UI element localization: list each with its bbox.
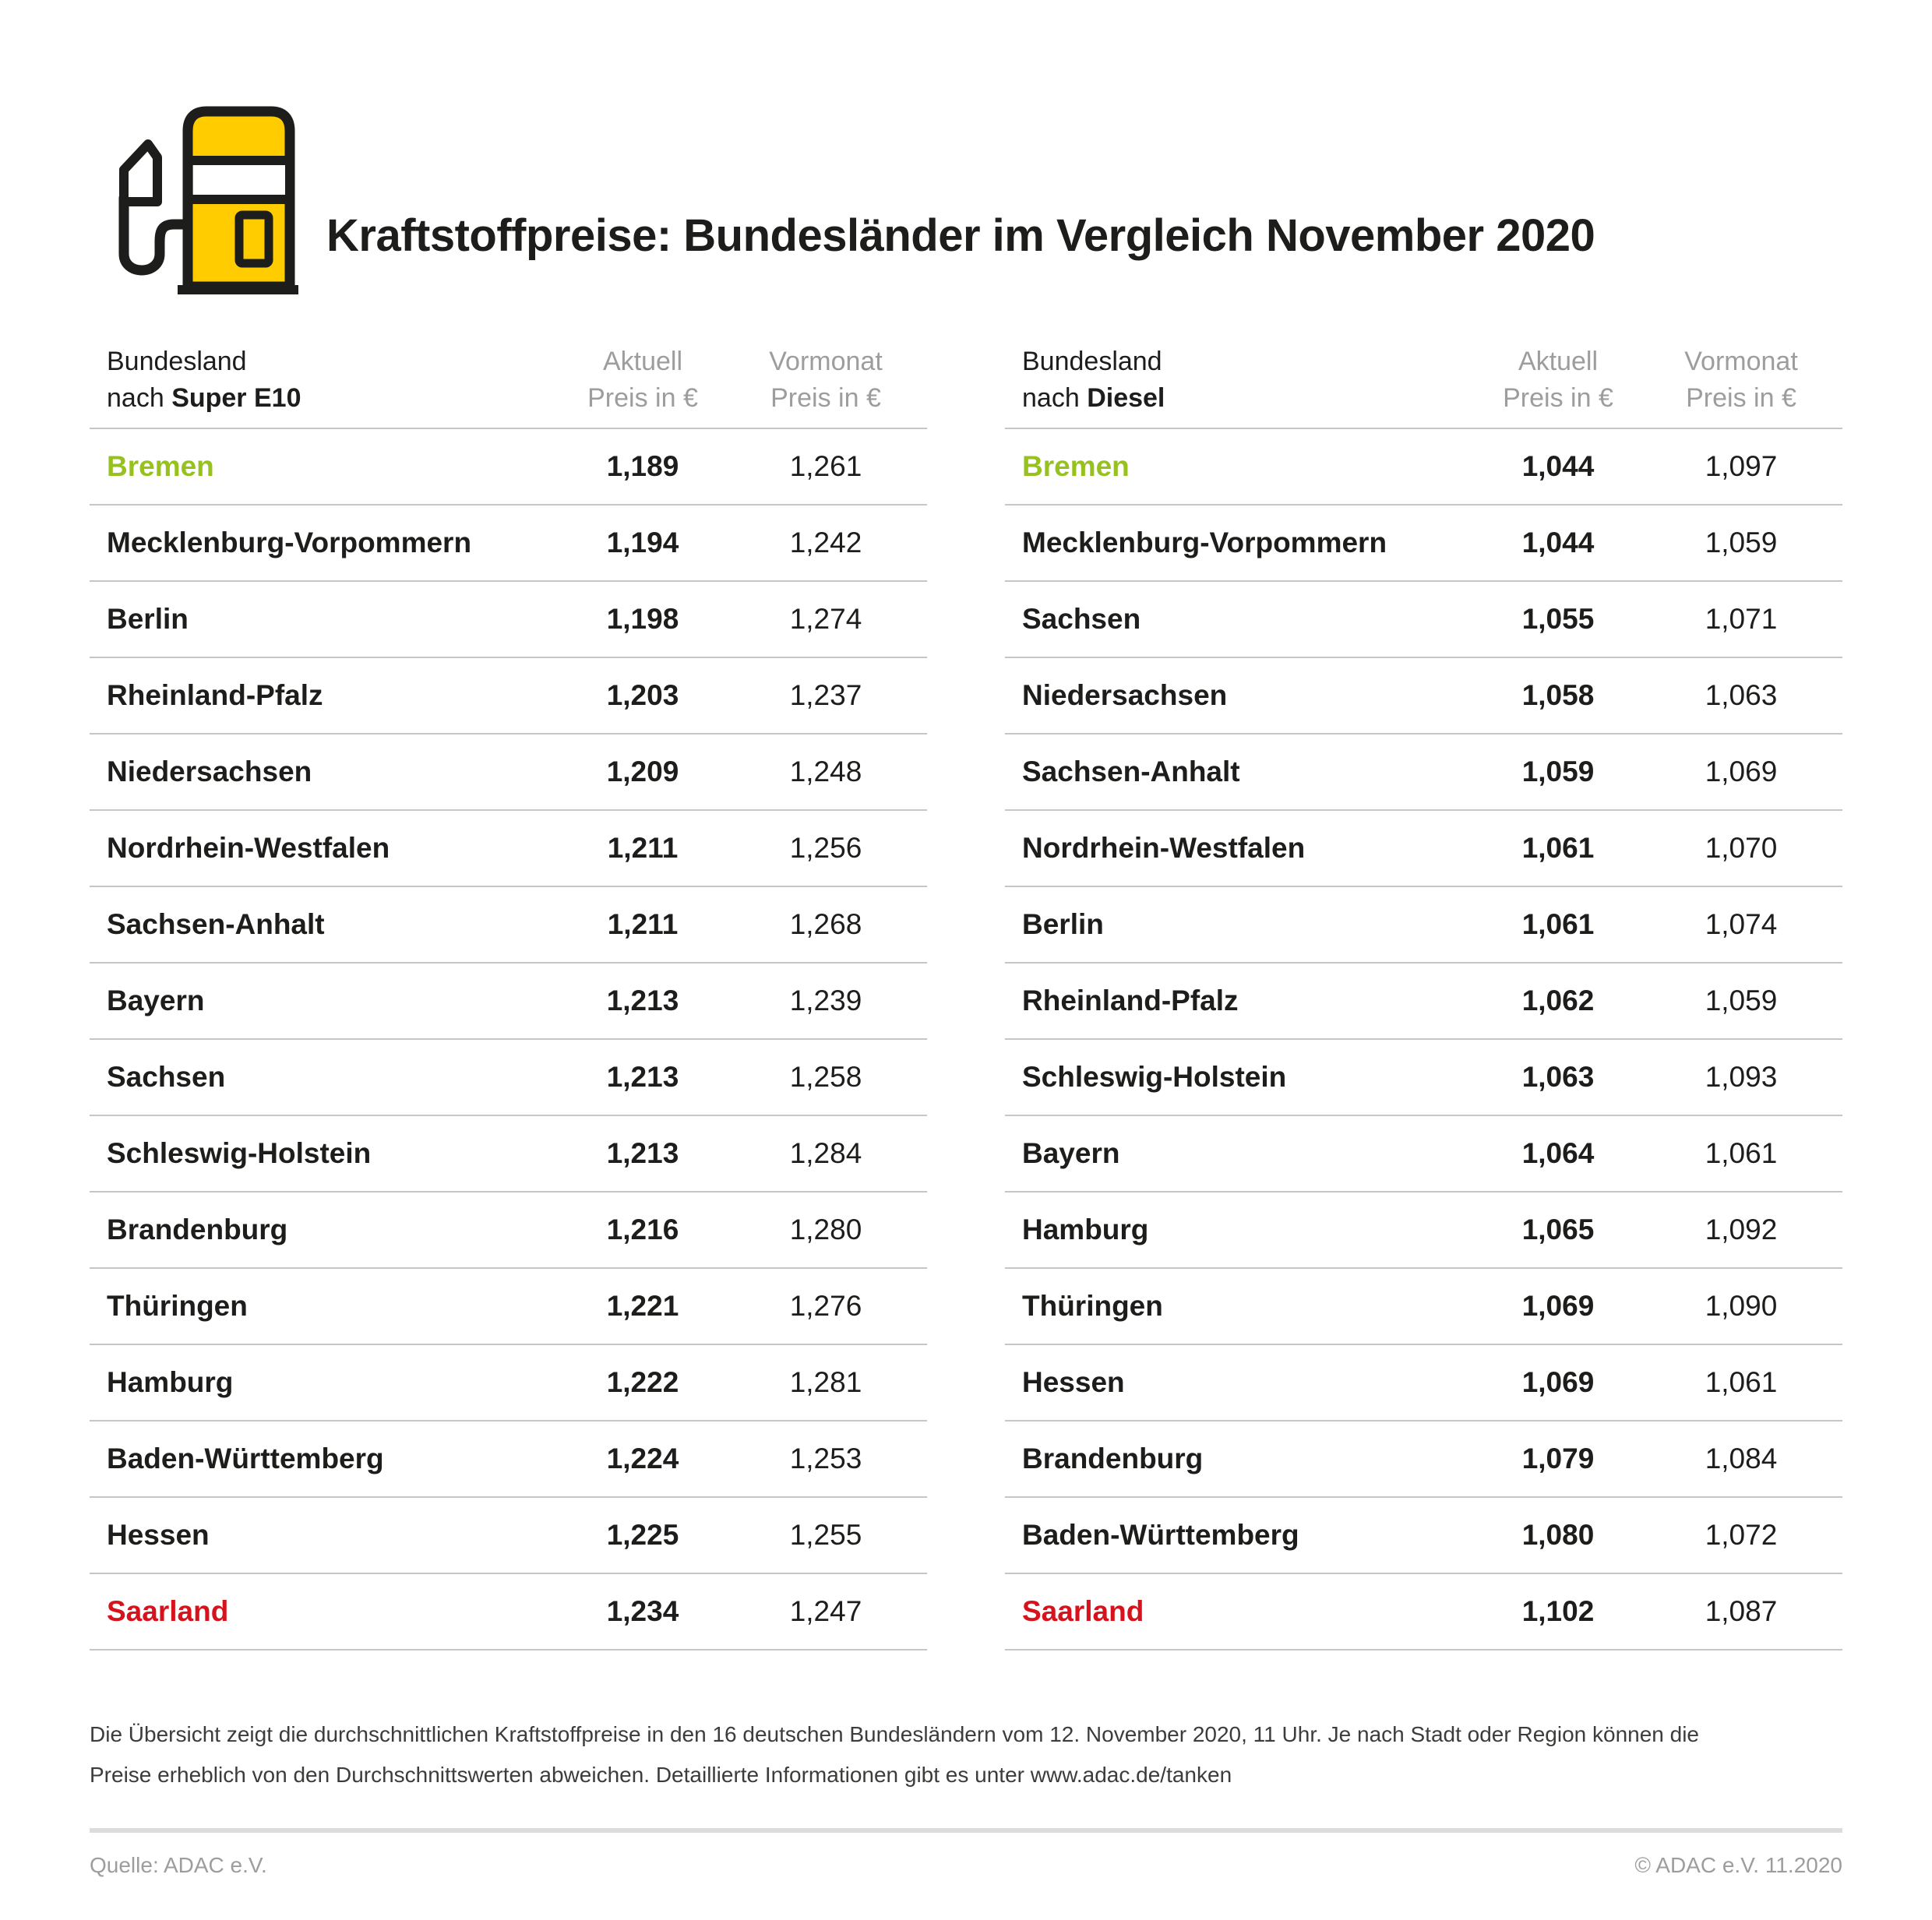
current-price: 1,059 [1521,756,1595,787]
state-name: Brandenburg [1022,1443,1204,1474]
table-row [90,1496,927,1573]
current-price: 1,102 [1521,1595,1595,1627]
header-line1: Bundesland [1022,347,1162,376]
current-price: 1,044 [1521,450,1595,482]
table-row [90,504,927,580]
state-name: Schleswig-Holstein [107,1137,372,1169]
previous-month-price: 1,069 [1705,756,1778,787]
column-header-bundesland [90,343,561,417]
table-row [90,580,927,657]
current-price: 1,058 [1521,679,1595,711]
fuel-table-super-e10 [90,343,927,1650]
state-name: Baden-Württemberg [1022,1519,1299,1551]
previous-month-price: 1,258 [789,1061,862,1093]
table-rows [90,428,927,1650]
table-row [90,1344,927,1420]
previous-month-price: 1,090 [1705,1290,1778,1322]
state-name: Mecklenburg-Vorpommern [107,527,472,558]
previous-month-price: 1,255 [789,1519,862,1551]
footnote-line2: Preise erheblich von den Durchschnittswerten abweichen. Detaillierte Informationen gibt es unter www.adac.de/tanken [90,1763,1232,1787]
table-row [1005,962,1842,1038]
copyright-label: © ADAC e.V. 11.2020 [1634,1853,1842,1877]
fuel-name: Super E10 [171,383,301,413]
table-row [90,1573,927,1649]
table-row [90,1115,927,1191]
current-price: 1,061 [1521,832,1595,864]
table-row [1005,1191,1842,1267]
table-row [1005,504,1842,580]
state-name: Hamburg [1022,1214,1149,1245]
table-row [1005,657,1842,733]
previous-month-price: 1,281 [789,1366,862,1398]
state-name: Rheinland-Pfalz [1022,985,1239,1016]
state-name: Niedersachsen [1022,679,1228,711]
previous-month-price: 1,061 [1705,1137,1778,1169]
previous-month-price: 1,063 [1705,679,1778,711]
table-row [90,962,927,1038]
previous-month-price: 1,092 [1705,1214,1778,1245]
masthead [113,0,1842,298]
previous-month-price: 1,087 [1705,1595,1778,1627]
current-price: 1,203 [606,679,679,711]
state-name: Rheinland-Pfalz [107,679,323,711]
current-price: 1,044 [1521,527,1595,558]
table-row [90,733,927,809]
current-price: 1,063 [1521,1061,1595,1093]
state-name: Hessen [1022,1366,1125,1398]
current-price: 1,213 [606,985,679,1016]
previous-month-price: 1,274 [789,603,862,635]
table-header [90,343,927,428]
column-header-bundesland [1005,343,1476,417]
table-row [1005,1038,1842,1115]
previous-month-price: 1,059 [1705,527,1778,558]
current-price: 1,225 [606,1519,679,1551]
state-name: Hamburg [107,1366,234,1398]
table-row [1005,1267,1842,1344]
current-price: 1,064 [1521,1137,1595,1169]
previous-month-price: 1,239 [789,985,862,1016]
table-row [90,657,927,733]
footer [90,1853,1842,1878]
current-price: 1,189 [606,450,679,482]
previous-month-price: 1,248 [789,756,862,787]
current-price: 1,234 [606,1595,679,1627]
table-row [1005,809,1842,886]
current-price: 1,222 [606,1366,679,1398]
column-header-aktuell: Aktuell Preis in € [1503,347,1613,413]
state-name: Bayern [1022,1137,1120,1169]
previous-month-price: 1,247 [789,1595,862,1627]
table-rows [1005,428,1842,1650]
table-row [1005,1344,1842,1420]
state-name: Sachsen [1022,603,1141,635]
state-name: Saarland [1022,1595,1144,1627]
state-name: Saarland [107,1595,229,1627]
current-price: 1,213 [606,1061,679,1093]
previous-month-price: 1,084 [1705,1443,1778,1474]
state-name: Mecklenburg-Vorpommern [1022,527,1387,558]
previous-month-price: 1,059 [1705,985,1778,1016]
current-price: 1,198 [606,603,679,635]
current-price: 1,224 [606,1443,679,1474]
header-line1: Bundesland [107,347,247,376]
table-row [1005,1496,1842,1573]
previous-month-price: 1,268 [789,908,862,940]
state-name: Bayern [107,985,205,1016]
table-row [90,1038,927,1115]
state-name: Baden-Württemberg [107,1443,384,1474]
current-price: 1,062 [1521,985,1595,1016]
current-price: 1,080 [1521,1519,1595,1551]
state-name: Bremen [107,450,214,482]
previous-month-price: 1,253 [789,1443,862,1474]
current-price: 1,069 [1521,1290,1595,1322]
table-row [90,886,927,962]
table-row [1005,1115,1842,1191]
state-name: Sachsen [107,1061,226,1093]
state-name: Brandenburg [107,1214,288,1245]
previous-month-price: 1,261 [789,450,862,482]
current-price: 1,079 [1521,1443,1595,1474]
footnote-line1: Die Übersicht zeigt die durchschnittlichen Kraftstoffpreise in den 16 deutschen Bundesländern vom 12. November 2020, 11 Uhr. Je nach Stadt oder Region können die [90,1722,1699,1746]
header-prefix: nach [1022,383,1088,413]
previous-month-price: 1,093 [1705,1061,1778,1093]
state-name: Hessen [107,1519,210,1551]
state-name: Nordrhein-Westfalen [107,832,390,864]
table-row [1005,886,1842,962]
table-row [90,1420,927,1496]
current-price: 1,211 [607,908,679,940]
current-price: 1,211 [607,832,679,864]
state-name: Schleswig-Holstein [1022,1061,1287,1093]
page-title: Kraftstoffpreise: Bundesländer im Vergleich November 2020 [326,210,1595,262]
previous-month-price: 1,280 [789,1214,862,1245]
state-name: Berlin [107,603,189,635]
current-price: 1,065 [1521,1214,1595,1245]
table-row [1005,428,1842,504]
state-name: Thüringen [107,1290,248,1322]
table-row [1005,1420,1842,1496]
state-name: Bremen [1022,450,1130,482]
previous-month-price: 1,242 [789,527,862,558]
previous-month-price: 1,284 [789,1137,862,1169]
previous-month-price: 1,061 [1705,1366,1778,1398]
table-row [90,428,927,504]
table-header [1005,343,1842,428]
table-row [1005,1573,1842,1649]
source-label: Quelle: ADAC e.V. [90,1853,267,1877]
previous-month-price: 1,072 [1705,1519,1778,1551]
previous-month-price: 1,074 [1705,908,1778,940]
price-tables [90,343,1842,1650]
current-price: 1,194 [606,527,679,558]
state-name: Sachsen-Anhalt [1022,756,1240,787]
state-name: Sachsen-Anhalt [107,908,325,940]
footnote [90,1714,1842,1795]
current-price: 1,209 [606,756,679,787]
previous-month-price: 1,071 [1705,603,1778,635]
current-price: 1,213 [606,1137,679,1169]
previous-month-price: 1,097 [1705,450,1778,482]
bottom-divider [90,1828,1842,1833]
state-name: Nordrhein-Westfalen [1022,832,1306,864]
state-name: Thüringen [1022,1290,1163,1322]
table-row [90,1267,927,1344]
fuel-pump-icon [113,100,300,298]
fuel-name: Diesel [1087,383,1165,413]
fuel-table-diesel [1005,343,1842,1650]
table-row [1005,733,1842,809]
column-header-vormonat: Vormonat Preis in € [1684,347,1798,413]
current-price: 1,061 [1521,908,1595,940]
table-row [1005,580,1842,657]
previous-month-price: 1,070 [1705,832,1778,864]
header-prefix: nach [107,383,172,413]
current-price: 1,055 [1521,603,1595,635]
current-price: 1,221 [606,1290,679,1322]
state-name: Niedersachsen [107,756,312,787]
current-price: 1,216 [606,1214,679,1245]
previous-month-price: 1,256 [789,832,862,864]
state-name: Berlin [1022,908,1104,940]
current-price: 1,069 [1521,1366,1595,1398]
previous-month-price: 1,237 [789,679,862,711]
previous-month-price: 1,276 [789,1290,862,1322]
column-header-aktuell: Aktuell Preis in € [587,347,698,413]
column-header-vormonat: Vormonat Preis in € [769,347,883,413]
table-row [90,809,927,886]
table-row [90,1191,927,1267]
